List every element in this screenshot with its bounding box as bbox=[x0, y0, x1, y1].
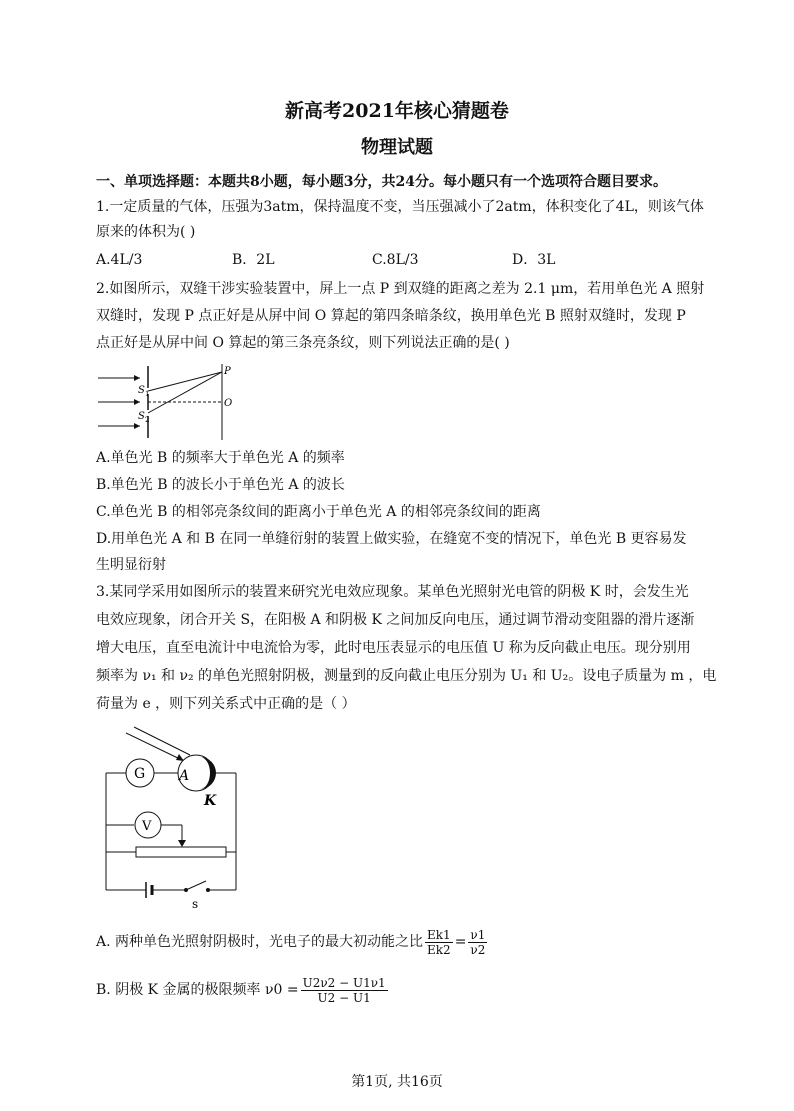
q3-option-b-text: B. 阴极 K 金属的极限频率 ν0 = bbox=[96, 982, 299, 998]
q3-option-a-den: Ek2 bbox=[427, 942, 451, 957]
label-p: P bbox=[224, 366, 231, 377]
q2-option-b: B.单色光 B 的波长小于单色光 A 的波长 bbox=[96, 477, 345, 493]
q3-option-a-rnum: ν1 bbox=[470, 927, 486, 942]
photoelectric-circuit-figure bbox=[96, 725, 246, 910]
q2-option-d-line2: 生明显衍射 bbox=[96, 557, 166, 573]
label-s2: S bbox=[138, 411, 145, 422]
q1-text-line1: 1.一定质量的气体，压强为3atm，保持温度不变，当压强减小了2atm，体积变化了4L，则该气体 bbox=[96, 199, 704, 215]
q3-text-line2: 电效应现象，闭合开关 S，在阳极 A 和阴极 K 之间加反向电压，通过调节滑动变阻器的滑片逐渐 bbox=[96, 612, 695, 628]
q1-option-b: B．2L bbox=[232, 252, 275, 268]
label-g: G bbox=[134, 766, 146, 782]
q2-option-d-line1: D.用单色光 A 和 B 在同一单缝衍射的装置上做实验，在缝宽不变的情况下，单色光 B 更容易发 bbox=[96, 531, 687, 547]
label-s1-sub: 1 bbox=[145, 390, 150, 398]
q3-option-a-text: A. 两种单色光照射阴极时，光电子的最大初动能之比 bbox=[96, 934, 424, 950]
q2-option-a: A.单色光 B 的频率大于单色光 A 的频率 bbox=[96, 450, 345, 466]
q3-text-line3: 增大电压，直至电流计中电流恰为零，此时电压表显示的电压值 U 称为反向截止电压。现分别用 bbox=[96, 640, 691, 656]
label-s2-sub: 2 bbox=[145, 416, 150, 424]
label-k: K bbox=[204, 793, 217, 809]
page-subtitle: 物理试题 bbox=[361, 137, 433, 158]
label-o: O bbox=[224, 398, 233, 409]
q3-option-a bbox=[96, 925, 489, 959]
q2-text-line3: 点正好是从屏中间 O 算起的第三条亮条纹，则下列说法正确的是( ) bbox=[96, 335, 510, 351]
q3-text-line1: 3.某同学采用如图所示的装置来研究光电效应现象。某单色光照射光电管的阴极 K 时，会发生光 bbox=[96, 584, 689, 600]
q3-text-line4: 频率为 ν₁ 和 ν₂ 的单色光照射阴极，测量到的反向截止电压分别为 U₁ 和 U₂。设电子质量为 m ，电 bbox=[96, 668, 717, 684]
page-footer: 第1页, 共16页 bbox=[351, 1074, 443, 1090]
double-slit-figure bbox=[96, 362, 246, 440]
q2-text-line2: 双缝时，发现 P 点正好是从屏中间 O 算起的第四条暗条纹，换用单色光 B 照射双缝时，发现 P bbox=[96, 308, 686, 324]
q1-option-c: C.8L/3 bbox=[372, 252, 419, 268]
label-s1: S bbox=[138, 385, 145, 396]
q3-option-b-den: U2 − U1 bbox=[317, 990, 371, 1005]
q3-option-a-eq: = bbox=[454, 934, 467, 950]
label-s: s bbox=[192, 897, 199, 910]
section-heading: 一、单项选择题：本题共8小题，每小题3分，共24分。每小题只有一个选项符合题目要求。 bbox=[96, 174, 667, 190]
q3-option-a-rden: ν2 bbox=[470, 942, 486, 957]
q3-option-b bbox=[96, 973, 390, 1007]
q3-text-line5: 荷量为 e ，则下列关系式中正确的是（ ） bbox=[96, 696, 356, 712]
q1-text-line2: 原来的体积为( ) bbox=[96, 224, 196, 240]
q2-option-c: C.单色光 B 的相邻亮条纹间的距离小于单色光 A 的相邻亮条纹间的距离 bbox=[96, 504, 541, 520]
q3-option-b-num: U2ν2 − U1ν1 bbox=[302, 975, 386, 990]
label-a: A bbox=[179, 768, 190, 784]
label-v: V bbox=[142, 819, 152, 834]
q3-option-a-num: Ek1 bbox=[427, 927, 451, 942]
q2-text-line1: 2.如图所示，双缝干涉实验装置中，屏上一点 P 到双缝的距离之差为 2.1 μm，若用单色光 A 照射 bbox=[96, 281, 705, 297]
q1-option-a: A.4L/3 bbox=[96, 252, 143, 268]
q1-option-d: D．3L bbox=[512, 252, 556, 268]
page-title: 新高考2021年核心猜题卷 bbox=[285, 100, 509, 122]
